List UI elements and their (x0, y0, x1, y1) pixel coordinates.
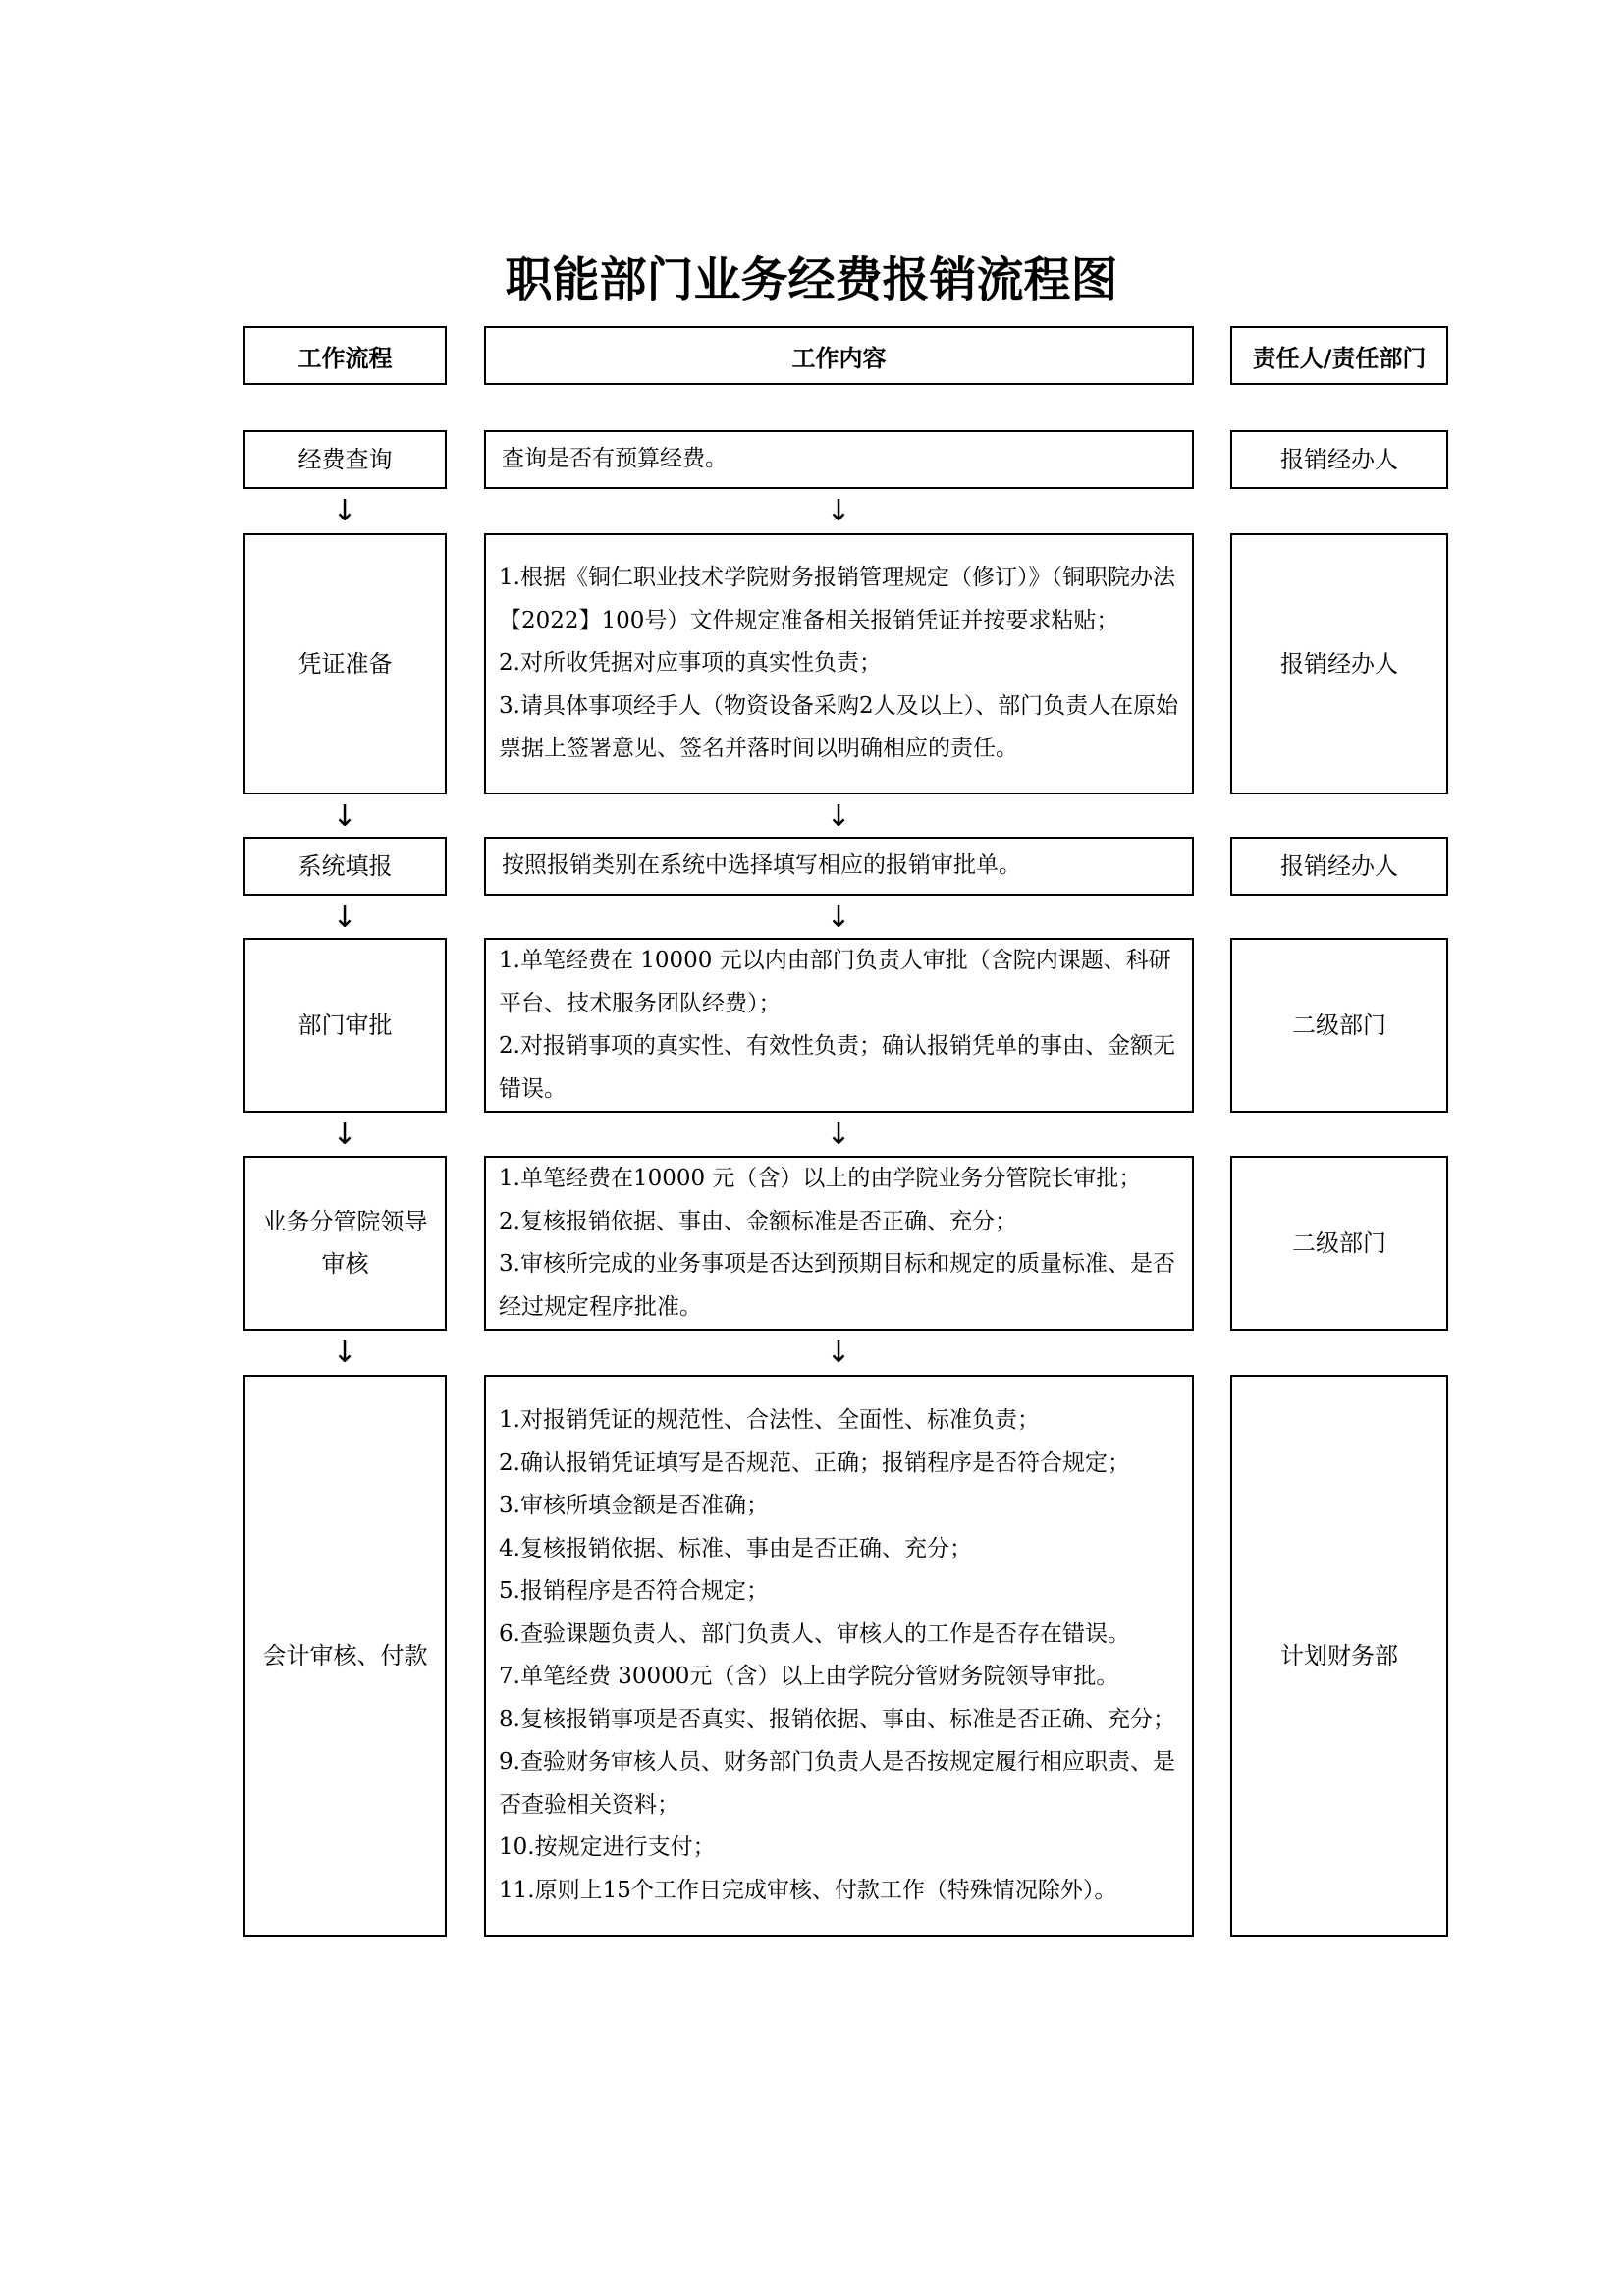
process-step-box (243, 938, 447, 1113)
header-responsible: 责任人/责任部门 (1230, 326, 1448, 385)
work-content-item: 4.复核报销依据、标准、事由是否正确、充分； (499, 1535, 972, 1561)
work-content-item: 3.审核所完成的业务事项是否达到预期目标和规定的质量标准、是否经过规定程序批准。 (499, 1251, 1175, 1320)
work-content-item: 按照报销类别在系统中选择填写相应的报销审批单。 (502, 852, 1021, 879)
work-content-item: 9.查验财务审核人员、财务部门负责人是否按规定履行相应职责、是否查验相关资料； (499, 1749, 1175, 1818)
content-arrow-icon: ↓ (826, 901, 851, 935)
work-content-item: 5.报销程序是否符合规定； (499, 1578, 769, 1604)
process-step-label: 凭证准备 (298, 649, 393, 678)
content-arrow-icon: ↓ (826, 799, 851, 834)
work-content-box (484, 1375, 1194, 1937)
process-arrow-icon: ↓ (332, 799, 357, 834)
work-content-item: 2.确认报销凭证填写是否规范、正确；报销程序是否符合规定； (499, 1449, 1130, 1476)
process-step-label: 会计审核、付款 (262, 1641, 428, 1669)
process-arrow-icon: ↓ (332, 1118, 357, 1152)
responsible-box (1230, 837, 1448, 896)
process-step-box (243, 430, 447, 489)
work-content-item: 3.请具体事项经手人（物资设备采购2人及以上）、部门负责人在原始票据上签署意见、签名并落时间以明确相应的责任。 (499, 692, 1179, 762)
content-arrow-icon: ↓ (826, 1118, 851, 1152)
process-step-box (243, 1156, 447, 1331)
process-arrow-icon: ↓ (332, 494, 357, 528)
process-step-box (243, 837, 447, 896)
process-step-label: 部门审批 (298, 1011, 393, 1039)
work-content-box (484, 430, 1194, 489)
work-content-item: 2.对所收凭据对应事项的真实性负责； (499, 650, 882, 677)
responsible-box (1230, 1375, 1448, 1937)
responsible-label: 报销经办人 (1280, 851, 1398, 880)
work-content-item: 2.对报销事项的真实性、有效性负责；确认报销凭单的事由、金额无错误。 (499, 1033, 1175, 1102)
content-arrow-icon: ↓ (826, 494, 851, 528)
work-content-item: 8.复核报销事项是否真实、报销依据、事由、标准是否正确、充分； (499, 1706, 1175, 1732)
responsible-label: 报销经办人 (1280, 445, 1398, 473)
work-content-box (484, 533, 1194, 794)
work-content-item: 1.根据《铜仁职业技术学院财务报销管理规定（修订）》（铜职院办法【2022】100号）文件规定准备相关报销凭证并按要求粘贴； (499, 565, 1175, 633)
responsible-label: 二级部门 (1292, 1011, 1386, 1039)
process-step-box (243, 1375, 447, 1937)
header-content: 工作内容 (484, 326, 1194, 385)
work-content-item: 2.复核报销依据、事由、金额标准是否正确、充分； (499, 1208, 1017, 1234)
responsible-label: 报销经办人 (1280, 649, 1398, 678)
work-content-item: 查询是否有预算经费。 (502, 446, 728, 472)
work-content-item: 1.对报销凭证的规范性、合法性、全面性、标准负责； (499, 1407, 1040, 1433)
process-step-label: 经费查询 (298, 445, 393, 473)
responsible-box (1230, 938, 1448, 1113)
process-arrow-icon: ↓ (332, 901, 357, 935)
work-content-item: 1.单笔经费在10000 元（含）以上的由学院业务分管院长审批； (499, 1166, 1142, 1191)
work-content-item: 3.审核所填金额是否准确； (499, 1493, 769, 1518)
work-content-box (484, 1156, 1194, 1331)
responsible-label: 二级部门 (1292, 1229, 1386, 1257)
process-step-box (243, 533, 447, 794)
work-content-item: 11.原则上15个工作日完成审核、付款工作（特殊情况除外）。 (499, 1877, 1117, 1903)
work-content-item: 6.查验课题负责人、部门负责人、审核人的工作是否存在错误。 (499, 1620, 1130, 1647)
page-title: 职能部门业务经费报销流程图 (505, 252, 1118, 307)
responsible-label: 计划财务部 (1280, 1641, 1398, 1669)
work-content-item: 7.单笔经费 30000元（含）以上由学院分管财务院领导审批。 (499, 1664, 1119, 1689)
content-arrow-icon: ↓ (826, 1336, 851, 1370)
process-step-label: 业务分管院领导审核 (262, 1208, 428, 1278)
work-content-item: 1.单笔经费在 10000 元以内由部门负责人审批（含院内课题、科研平台、技术服务团队经费）； (499, 948, 1171, 1016)
work-content-box (484, 938, 1194, 1113)
process-arrow-icon: ↓ (332, 1336, 357, 1370)
responsible-box (1230, 533, 1448, 794)
work-content-box (484, 837, 1194, 896)
process-step-label: 系统填报 (298, 851, 393, 880)
responsible-box (1230, 430, 1448, 489)
header-process: 工作流程 (243, 326, 447, 385)
responsible-box (1230, 1156, 1448, 1331)
work-content-item: 10.按规定进行支付； (499, 1834, 716, 1860)
